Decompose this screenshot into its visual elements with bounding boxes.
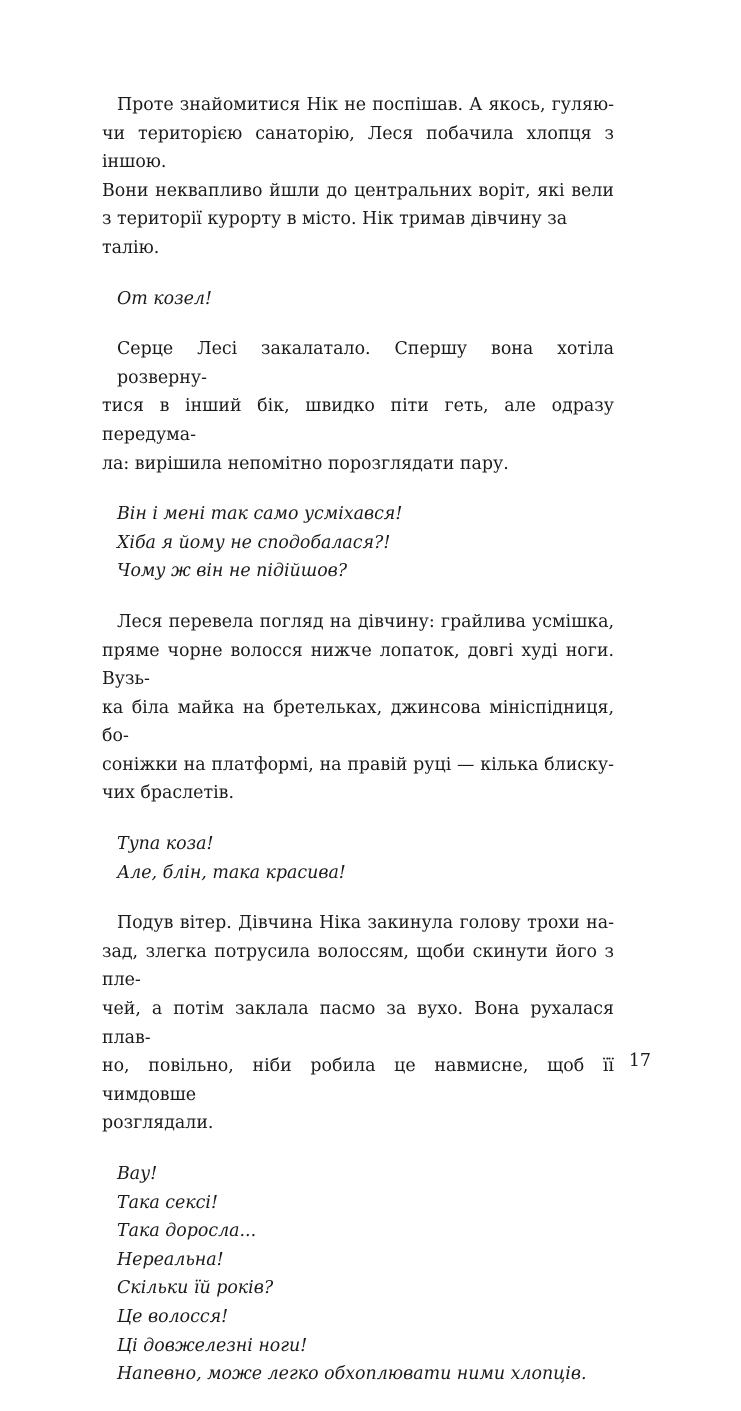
thought-line: Це волосся!	[117, 1306, 229, 1327]
text-line: Серце Лесі закалатало. Спершу вона хотіла розверну-	[117, 339, 614, 388]
thought-line: Але, блін, така красива!	[117, 862, 346, 883]
paragraph-4	[102, 909, 614, 1138]
text-line: розглядали.	[102, 1113, 214, 1134]
thought-line: Хіба я йому не сподобалася?!	[117, 532, 391, 553]
text-line: но, повільно, ніби робила це навмисне, щоб її чимдовше	[102, 1056, 614, 1105]
text-line: зад, злегка потрусила волоссям, щоби скинути його з пле-	[102, 941, 614, 991]
thought-group-3	[117, 830, 614, 887]
text-line: тися в інший бік, швидко піти геть, але одразу передума-	[102, 396, 614, 445]
text-line: Леся перевела погляд на дівчину: грайлива усмішка,	[117, 611, 614, 632]
thought-group-1	[117, 285, 614, 314]
thought-line: Він і мені так само усміхався!	[117, 504, 403, 525]
text-line: ла: вирішила непомітно порозглядати пару.	[102, 453, 509, 474]
paragraph-1	[102, 91, 614, 263]
thought-group-4	[117, 1160, 614, 1389]
thought-line: Така сексі!	[117, 1192, 218, 1213]
text-line: з території курорту в місто. Нік тримав дівчину за талію.	[102, 209, 568, 258]
text-line: чих браслетів.	[102, 783, 234, 804]
thought-line: От козел!	[117, 288, 212, 309]
thought-line: Тупа коза!	[117, 834, 214, 855]
thought-line: Чому ж він не підійшов?	[117, 561, 348, 582]
paragraph-3	[102, 608, 614, 808]
thought-line: Така доросла...	[117, 1221, 257, 1242]
text-line: чи територією санаторію, Леся побачила хлопця з іншою.	[102, 123, 614, 173]
thought-line: Ці довжелезні ноги!	[117, 1335, 308, 1356]
page-number: 17	[628, 1051, 651, 1071]
thought-group-2	[117, 500, 614, 586]
thought-line: Нереальна!	[117, 1249, 224, 1270]
text-line: чей, а потім заклала пасмо за вухо. Вона рухалася плав-	[102, 999, 614, 1048]
page-text	[102, 91, 614, 1411]
text-line: соніжки на платформі, на правій руці — кілька блиску-	[102, 754, 614, 775]
thought-line: Напевно, може легко обхоплювати ними хлопців.	[117, 1364, 587, 1385]
thought-line: Скільки їй років?	[117, 1278, 274, 1299]
text-line: Вони неквапливо йшли до центральних воріт, які вели	[102, 180, 614, 201]
paragraph-2	[102, 335, 614, 478]
text-line: Проте знайомитися Нік не поспішав. А якось, гуляю-	[117, 95, 614, 115]
text-line: Подув вітер. Дівчина Ніка закинула голову трохи на-	[117, 913, 614, 934]
text-line: пряме чорне волосся нижче лопаток, довгі худі ноги. Вузь-	[102, 640, 614, 690]
thought-line: Вау!	[117, 1164, 158, 1184]
text-line: ка біла майка на бретельках, джинсова мініспідниця, бо-	[102, 697, 614, 747]
